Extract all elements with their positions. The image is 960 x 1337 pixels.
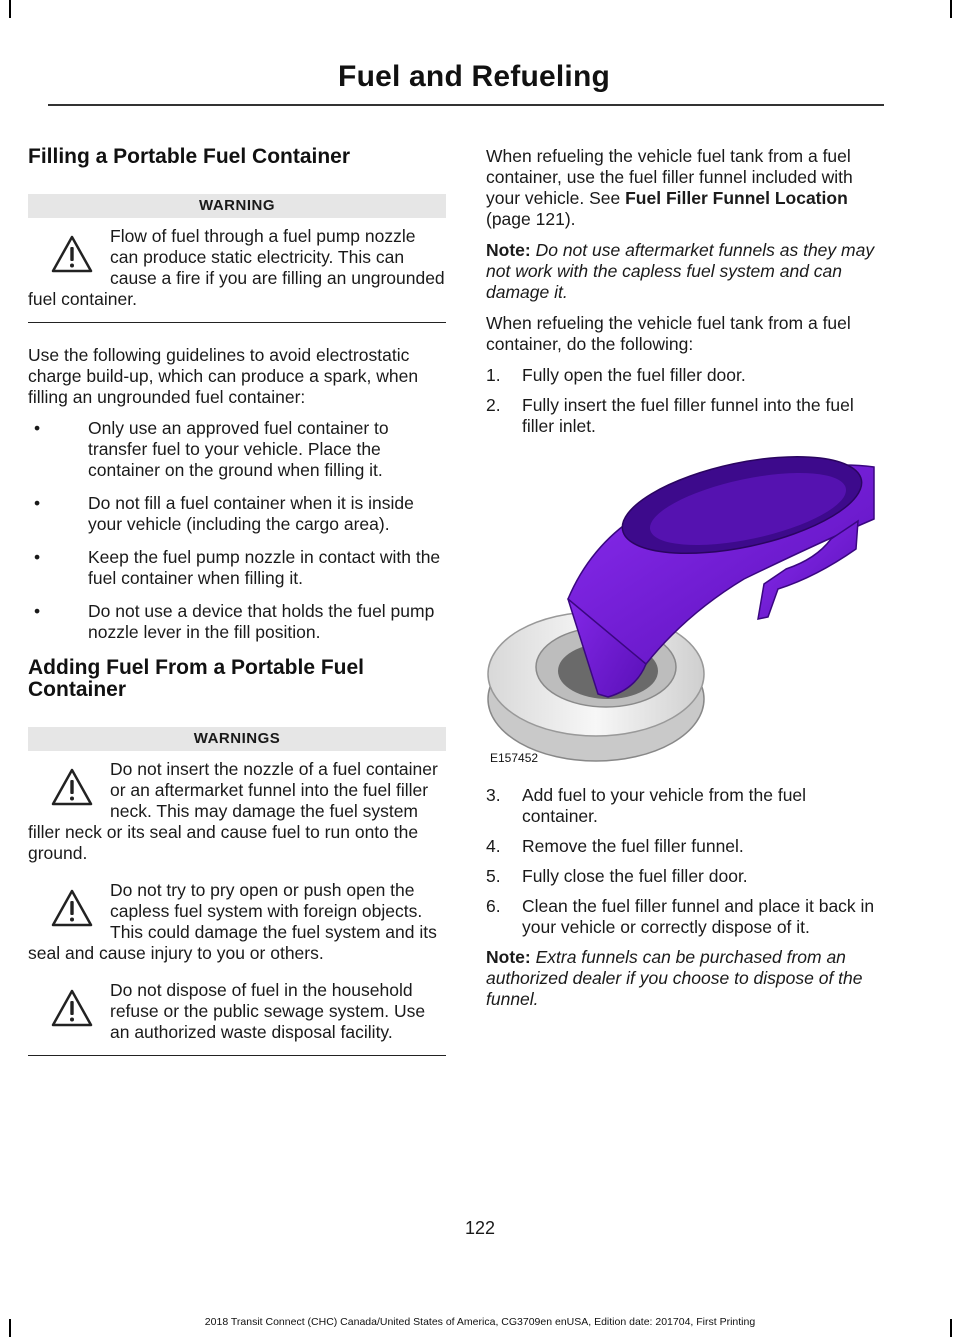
warning-item: [28, 226, 446, 310]
step-item: 3. Add fuel to your vehicle from the fuel container.: [486, 785, 807, 826]
bullet-marker: •: [34, 493, 41, 513]
note-paragraph: Note: Do not use aftermarket funnels as they may not work with the capless fuel system and can damage it.: [486, 240, 875, 302]
section-title-adding: Adding Fuel From a Portable Fuel Container: [28, 656, 365, 701]
page-number: 122: [464, 1218, 496, 1238]
warning-item: [28, 759, 446, 864]
list-item: • Do not fill a fuel container when it is inside your vehicle (including the cargo area).: [34, 493, 414, 534]
warning-text: Do not dispose of fuel in the household refuse or the public sewage system. Use an authorized waste disposal facility.: [110, 980, 426, 1042]
funnel-paragraph: When refueling the vehicle fuel tank from a fuel container, use the fuel filler funnel included with your vehicle. See Fuel Filler Funnel Location (page 121).: [486, 146, 853, 229]
warning-rule: [28, 322, 446, 323]
list-item: • Keep the fuel pump nozzle in contact with the fuel container when filling it.: [34, 547, 441, 588]
warning-triangle-icon: [50, 234, 94, 274]
steps-list-continued: [486, 785, 878, 938]
warning-text: Do not try to pry open or push open the capless fuel system with foreign objects. This could damage the fuel system and its seal and cause injury to you or others.: [28, 880, 437, 963]
step-item: 6. Clean the fuel filler funnel and place it back in your vehicle or correctly dispose of it.: [486, 896, 875, 937]
intro-paragraph: Use the following guidelines to avoid electrostatic charge build-up, which can produce a spark, when filling an ungrounded fuel container:: [28, 345, 419, 407]
procedure-intro: When refueling the vehicle fuel tank from a fuel container, do the following:: [486, 313, 851, 354]
funnel-illustration: [486, 449, 878, 769]
warnings-header: WARNINGS: [28, 727, 446, 751]
right-column: [486, 146, 878, 1020]
steps-list: [486, 365, 878, 437]
step-item: 1. Fully open the fuel filler door.: [486, 365, 746, 385]
warning-header: WARNING: [28, 194, 446, 218]
header-rule: [48, 104, 884, 106]
list-item: • Do not use a device that holds the fuel pump nozzle lever in the fill position.: [34, 601, 435, 642]
note-label: Note:: [486, 240, 531, 260]
note-label: Note:: [486, 947, 531, 967]
warning-triangle-icon: [50, 888, 94, 928]
warning-text: Do not insert the nozzle of a fuel container or an aftermarket funnel into the fuel filler neck. This may damage the fuel system filler neck or its seal and cause fuel to run onto the ground.: [28, 759, 438, 863]
figure-code: E157452: [490, 751, 539, 765]
bullet-marker: •: [34, 547, 41, 567]
warning-triangle-icon: [50, 767, 94, 807]
page-title: Fuel and Refueling: [338, 60, 610, 93]
warning-item: [28, 880, 446, 964]
note-paragraph: Note: Extra funnels can be purchased from an authorized dealer if you choose to dispose of the funnel.: [486, 947, 863, 1009]
warning-rule: [28, 1055, 446, 1056]
left-column: [28, 146, 446, 1078]
guideline-list: [28, 418, 446, 643]
bullet-marker: •: [34, 418, 41, 438]
crop-mark: [9, 0, 11, 18]
crop-mark: [950, 0, 952, 18]
bullet-marker: •: [34, 601, 41, 621]
list-item: • Only use an approved fuel container to transfer fuel to your vehicle. Place the container on the ground when filling it.: [34, 418, 389, 480]
warning-triangle-icon: [50, 988, 94, 1028]
step-item: 4. Remove the fuel filler funnel.: [486, 836, 744, 856]
warning-item: [28, 980, 446, 1043]
warning-text: Flow of fuel through a fuel pump nozzle can produce static electricity. This can cause a fire if you are filling an ungrounded fuel container.: [28, 226, 445, 309]
footer-text: 2018 Transit Connect (CHC) Canada/United States of America, CG3709en enUSA, Edition date: 201704, First Printing: [204, 1316, 756, 1328]
step-item: 2. Fully insert the fuel filler funnel into the fuel filler inlet.: [486, 395, 854, 436]
step-item: 5. Fully close the fuel filler door.: [486, 866, 748, 886]
cross-reference-link[interactable]: Fuel Filler Funnel Location: [625, 188, 848, 208]
funnel-filler-inlet-icon: [486, 449, 878, 769]
section-title-filling: Filling a Portable Fuel Container: [28, 145, 351, 168]
